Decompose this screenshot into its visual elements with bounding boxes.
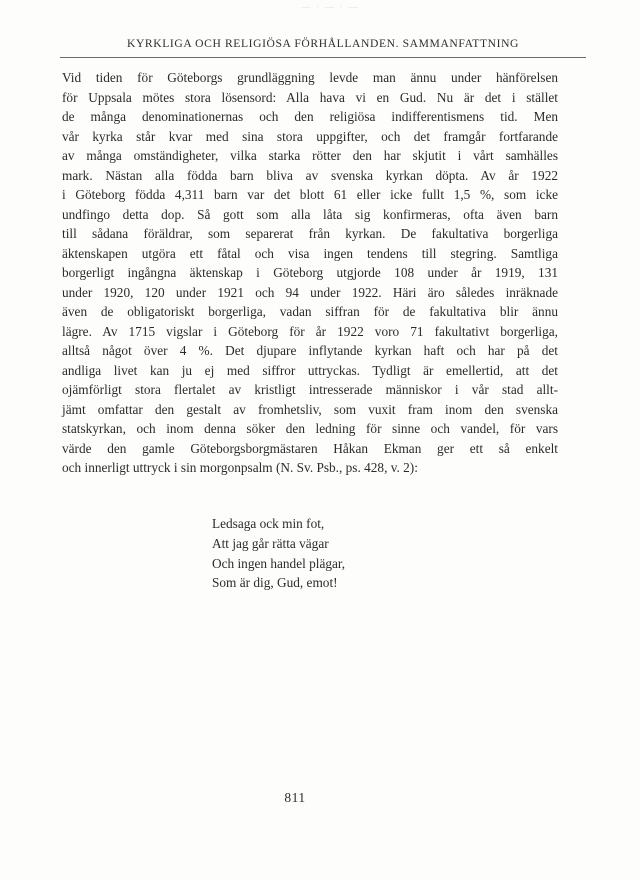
body-paragraph xyxy=(62,68,558,478)
body-line: de många denominationernas och den religiösa indifferentismens tid. Men xyxy=(62,109,558,124)
body-line: i Göteborg födda 4,311 barn var det blott 61 eller icke fullt 1,5 %, som icke xyxy=(62,187,558,202)
show-through-text: — · — · — xyxy=(300,2,360,13)
body-line: värde den gamle Göteborgsborgmästaren Håkan Ekman ger ett så enkelt xyxy=(62,440,558,456)
body-line: lägre. Av 1715 vigslar i Göteborg för år 1922 voro 71 fakultativt borgerliga, xyxy=(62,323,558,339)
body-line: borgerligt ingångna äktenskap i Göteborg utgjorde 108 under år 1919, 131 xyxy=(62,265,558,280)
body-line: även de obligatoriskt borgerliga, vadan siffran för de fakultativa blir ännu xyxy=(62,304,558,319)
body-line: undfingo detta dop. Så gott som alla låta sig konfirmeras, ofta även barn xyxy=(62,206,558,222)
body-line: statskyrkan, och inom denna söker den ledning för sinne och vandel, för vars xyxy=(62,421,558,436)
verse-line: Att jag går rätta vägar xyxy=(212,535,329,551)
body-line: Vid tiden för Göteborgs grundläggning levde man ännu under hänförelsen xyxy=(62,70,558,85)
verse-line: Som är dig, Gud, emot! xyxy=(212,575,338,591)
body-line: mark. Nästan alla födda barn bliva av svenska kyrkan döpta. Av år 1922 xyxy=(62,167,558,183)
verse-line: Ledsaga ock min fot, xyxy=(212,516,325,531)
body-line: äktenskapen utgöra ett fåtal och visa ingen tendens till stegring. Samtliga xyxy=(62,245,558,261)
verse-line: Och ingen handel plägar, xyxy=(212,555,346,571)
page-number: 811 xyxy=(284,790,306,805)
body-line: under 1920, 120 under 1921 och 94 under 1922. Häri äro således inräknade xyxy=(62,284,558,300)
body-line: vår kyrka står kvar med sina stora uppgifter, och det framgår fortfarande xyxy=(62,128,558,144)
header-rule xyxy=(60,57,586,58)
body-line: av många omständigheter, vilka starka rötter den har skjutit i vårt samhälles xyxy=(62,148,558,163)
body-line: jämt omfattar den gestalt av fromhetsliv, som vuxit fram inom den svenska xyxy=(62,401,558,417)
body-line: för Uppsala mötes stora lösensord: Alla hava vi en Gud. Nu är det i stället xyxy=(62,89,558,105)
body-line: andliga livet kan ju ej med siffror uttryckas. Tydligt är emellertid, att det xyxy=(62,362,558,378)
running-head: KYRKLIGA OCH RELIGIÖSA FÖRHÅLLANDEN. SAMMANFATTNING xyxy=(126,37,520,50)
body-line: alltså något över 4 %. Det djupare inflytande kyrkan haft och har på det xyxy=(62,343,558,358)
body-line: till sådana föräldrar, som separerat från kyrkan. De fakultativa borgerliga xyxy=(62,226,558,241)
body-line: och innerligt uttryck i sin morgonpsalm (N. Sv. Psb., ps. 428, v. 2): xyxy=(62,460,418,475)
psalm-verse xyxy=(212,514,432,593)
body-line: ojämförligt stora flertalet av kristligt intresserade människor i vår stad allt- xyxy=(62,382,558,397)
